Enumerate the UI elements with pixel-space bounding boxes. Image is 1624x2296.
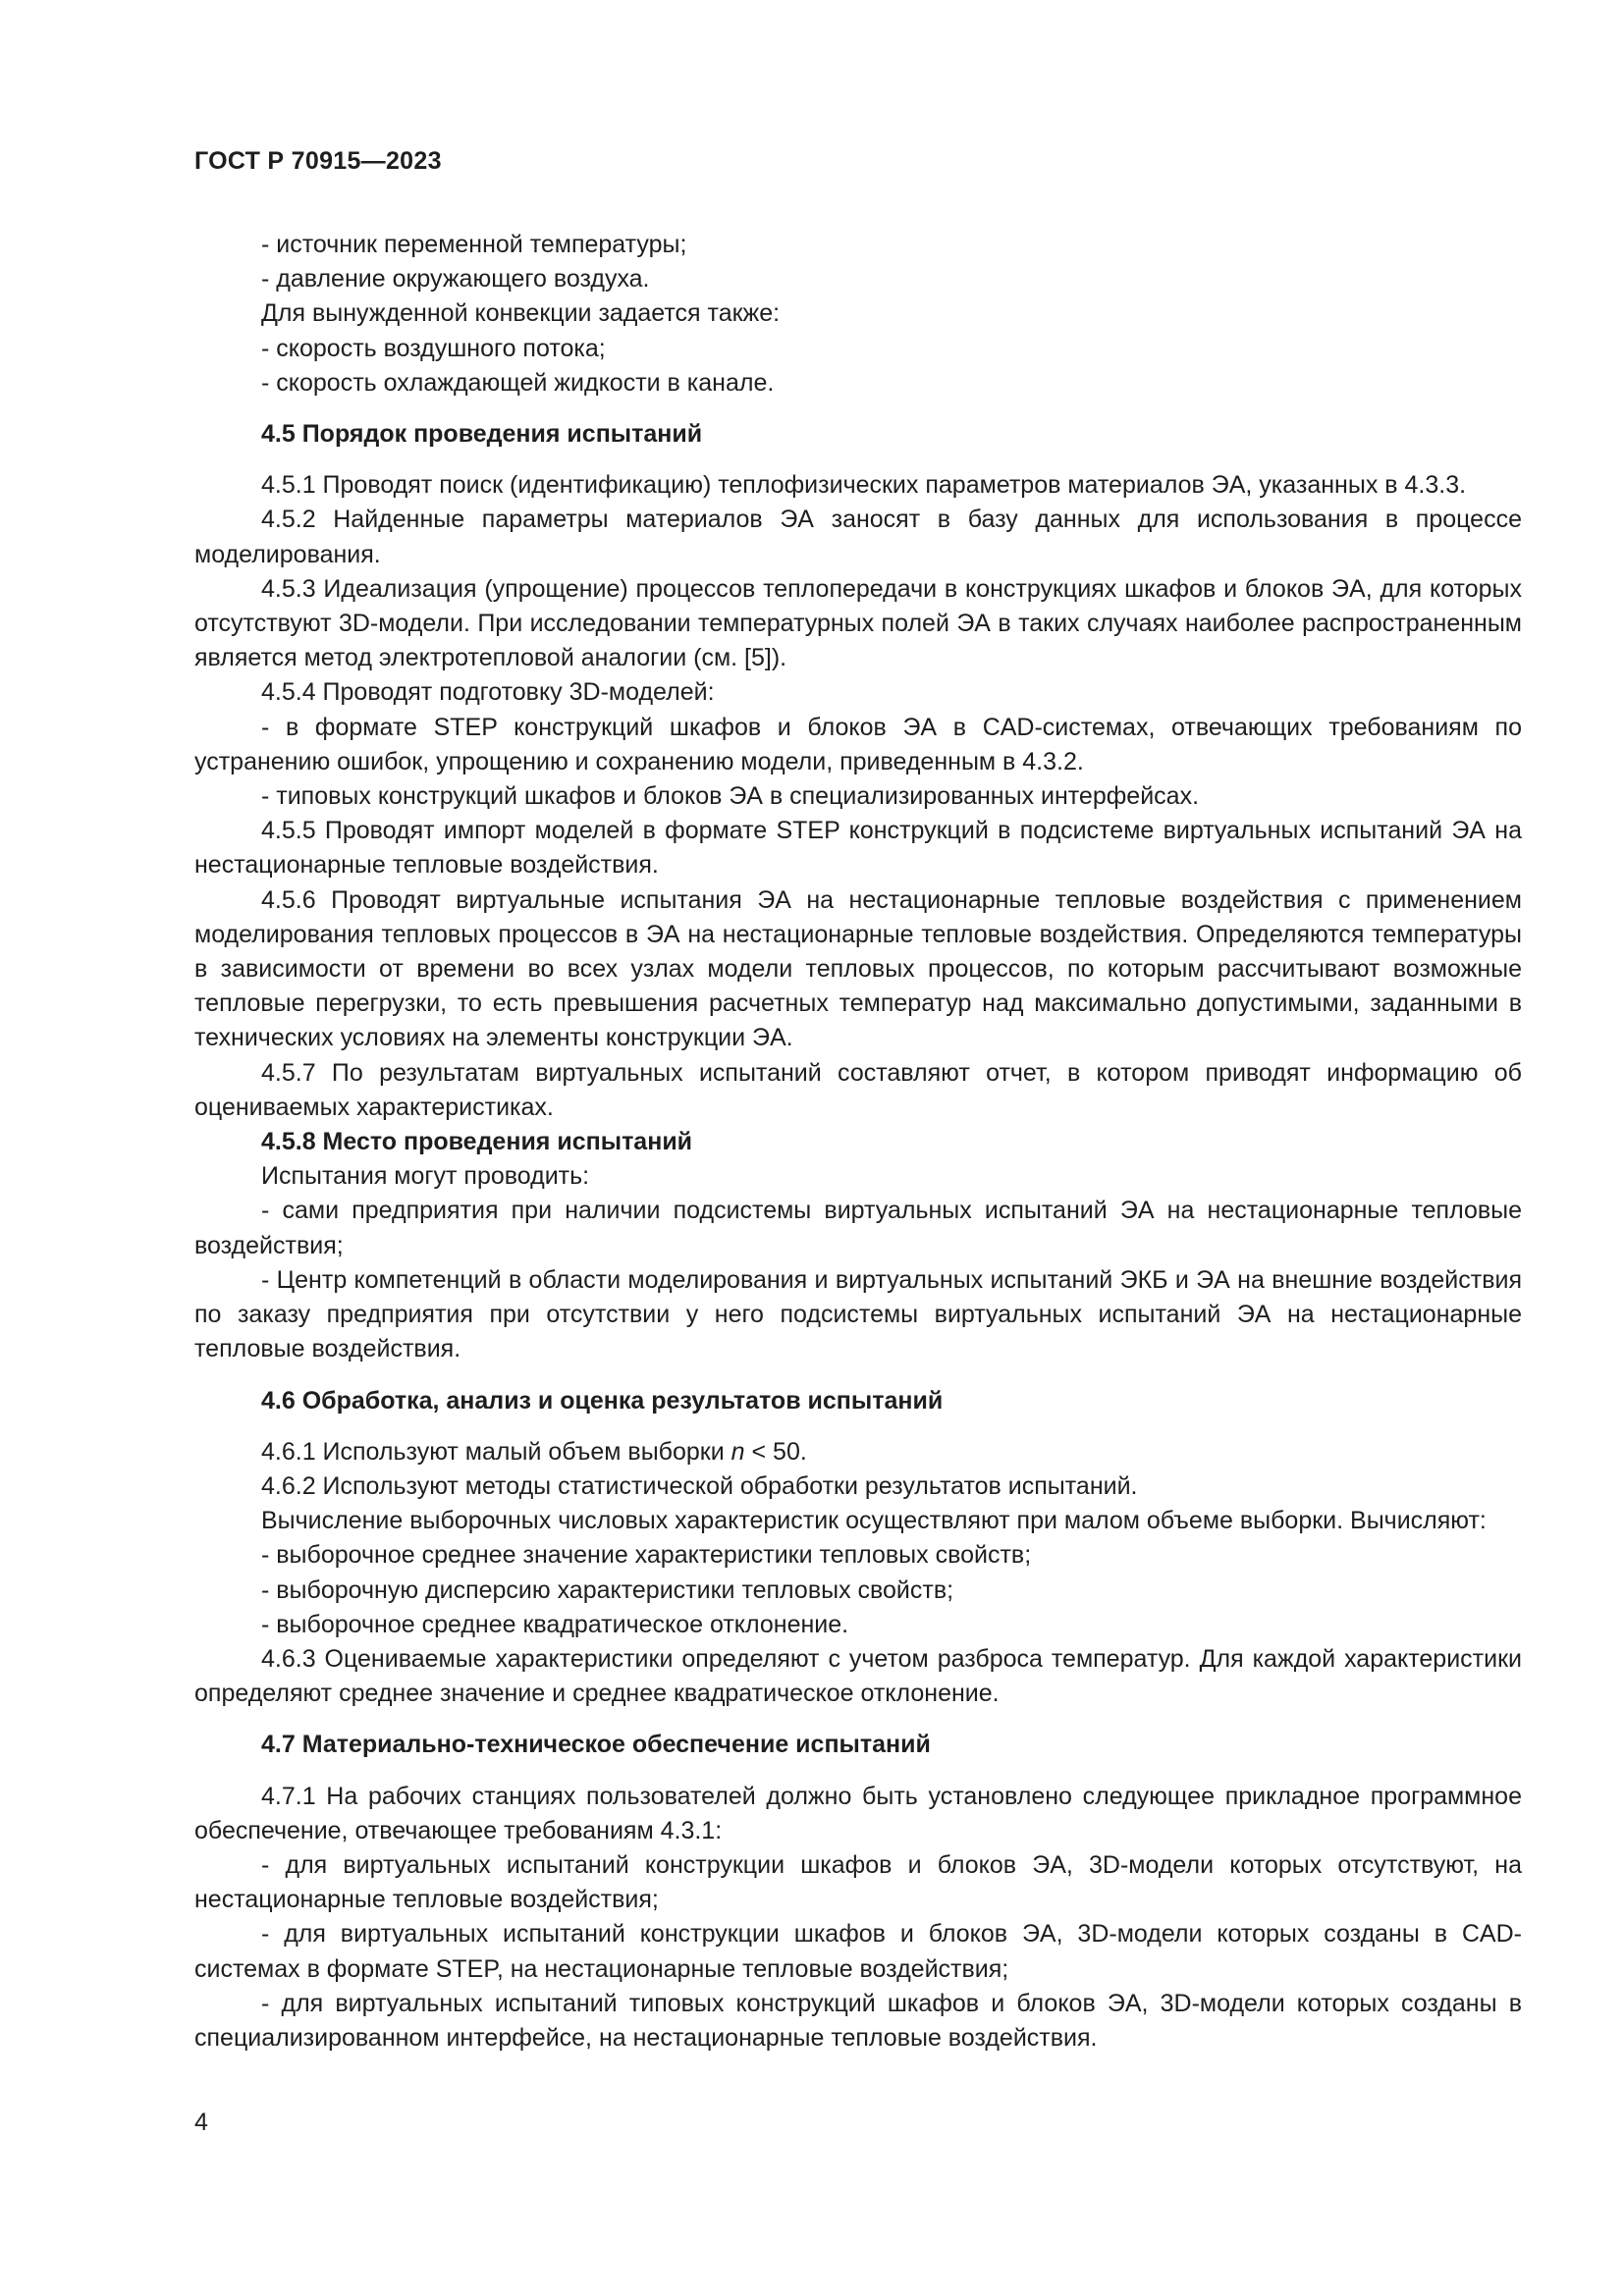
list-item: - выборочную дисперсию характеристики тепловых свойств; <box>261 1575 954 1604</box>
section-heading-4-6: 4.6 Обработка, анализ и оценка результатов испытаний <box>261 1386 944 1415</box>
list-item: - скорость охлаждающей жидкости в канале. <box>261 368 775 397</box>
paragraph-4-5-3: 4.5.3 Идеализация (упрощение) процессов теплопередачи в конструкциях шкафов и блоков ЭА, для которых отсутствуют 3D-модели. При исследовании температурных полей ЭА в таких случаях наиболее распространенным является метод электротепловой аналогии (см. [5]). <box>194 574 1522 672</box>
paragraph-4-5-8: Испытания могут проводить: <box>261 1162 590 1191</box>
list-item: - источник переменной температуры; <box>261 231 687 258</box>
text-run: < 50. <box>744 1437 807 1466</box>
paragraph-4-7-1: 4.7.1 На рабочих станциях пользователей должно быть установлено следующее прикладное программное обеспечение, отвечающее требованиям 4.3.1: <box>194 1782 1522 1844</box>
document-body <box>194 228 1522 2056</box>
page-number: 4 <box>194 2109 208 2136</box>
paragraph-4-5-6: 4.5.6 Проводят виртуальные испытания ЭА на нестационарные тепловые воздействия с применением моделирования тепловых процессов в ЭА на нестационарные тепловые воздействия. Определяются температуры в зависимости от времени во всех узлах модели тепловых процессов, по которым рассчитывают возможные тепловые перегрузки, то есть превышения расчетных температур над максимально допустимыми, заданными в технических условиях на элементы конструкции ЭА. <box>194 885 1522 1052</box>
list-item: - Центр компетенций в области моделирования и виртуальных испытаний ЭКБ и ЭА на внешние воздействия по заказу предприятия при отсутствии у него подсистемы виртуальных испытаний ЭА на нестационарные тепловые воздействия. <box>194 1265 1522 1363</box>
section-heading-4-5: 4.5 Порядок проведения испытаний <box>261 420 703 449</box>
paragraph-4-5-5: 4.5.5 Проводят импорт моделей в формате STEP конструкций в подсистеме виртуальных испытаний ЭА на нестационарные тепловые воздействия. <box>194 817 1522 880</box>
text-run: 4.6.1 Используют малый объем выборки <box>261 1437 731 1466</box>
paragraph-4-5-1: 4.5.1 Проводят поиск (идентификацию) теплофизических параметров материалов ЭА, указанных в 4.3.3. <box>261 471 1467 500</box>
paragraph-4-6-2: 4.6.2 Используют методы статистической обработки результатов испытаний. <box>261 1471 1138 1500</box>
list-item: - выборочное среднее квадратическое отклонение. <box>261 1610 849 1638</box>
list-item: - давление окружающего воздуха. <box>261 265 650 294</box>
section-heading-4-7: 4.7 Материально-техническое обеспечение испытаний <box>261 1731 931 1759</box>
subsection-heading-4-5-8: 4.5.8 Место проведения испытаний <box>261 1128 693 1156</box>
paragraph-4-5-7: 4.5.7 По результатам виртуальных испытаний составляют отчет, в котором приводят информацию об оцениваемых характеристиках. <box>194 1058 1522 1121</box>
list-item: - выборочное среднее значение характеристики тепловых свойств; <box>261 1541 1032 1570</box>
paragraph-4-5-4: 4.5.4 Проводят подготовку 3D-моделей: <box>261 678 715 707</box>
list-item: - для виртуальных испытаний типовых конструкций шкафов и блоков ЭА, 3D-модели которых созданы в специализированном интерфейсе, на нестационарные тепловые воздействия. <box>194 1989 1522 2052</box>
paragraph: Вычисление выборочных числовых характеристик осуществляют при малом объеме выборки. Вычисляют: <box>261 1507 1487 1535</box>
list-item: - сами предприятия при наличии подсистемы виртуальных испытаний ЭА на нестационарные тепловые воздействия; <box>194 1197 1522 1259</box>
paragraph-4-5-2: 4.5.2 Найденные параметры материалов ЭА заносят в базу данных для использования в процессе моделирования. <box>194 506 1522 568</box>
list-item: - для виртуальных испытаний конструкции шкафов и блоков ЭА, 3D-модели которых отсутствуют, на нестационарные тепловые воздействия; <box>194 1850 1522 1914</box>
list-item: - типовых конструкций шкафов и блоков ЭА в специализированных интерфейсах. <box>261 782 1200 811</box>
list-item: - в формате STEP конструкций шкафов и блоков ЭА в CAD-системах, отвечающих требованиям по устранению ошибок, упрощению и сохранению модели, приведенным в 4.3.2. <box>194 713 1522 775</box>
paragraph-4-6-3: 4.6.3 Оцениваемые характеристики определяют с учетом разброса температур. Для каждой характеристики определяют среднее значение и среднее квадратическое отклонение. <box>194 1644 1522 1708</box>
list-item: - скорость воздушного потока; <box>261 334 606 362</box>
document-header: ГОСТ Р 70915—2023 <box>194 147 442 175</box>
paragraph: Для вынужденной конвекции задается также: <box>261 299 781 328</box>
variable-n: n <box>731 1437 745 1466</box>
list-item: - для виртуальных испытаний конструкции шкафов и блоков ЭА, 3D-модели которых созданы в CAD-системах в формате STEP, на нестационарные тепловые воздействия; <box>194 1920 1522 1983</box>
paragraph-4-6-1 <box>194 1435 1522 1469</box>
